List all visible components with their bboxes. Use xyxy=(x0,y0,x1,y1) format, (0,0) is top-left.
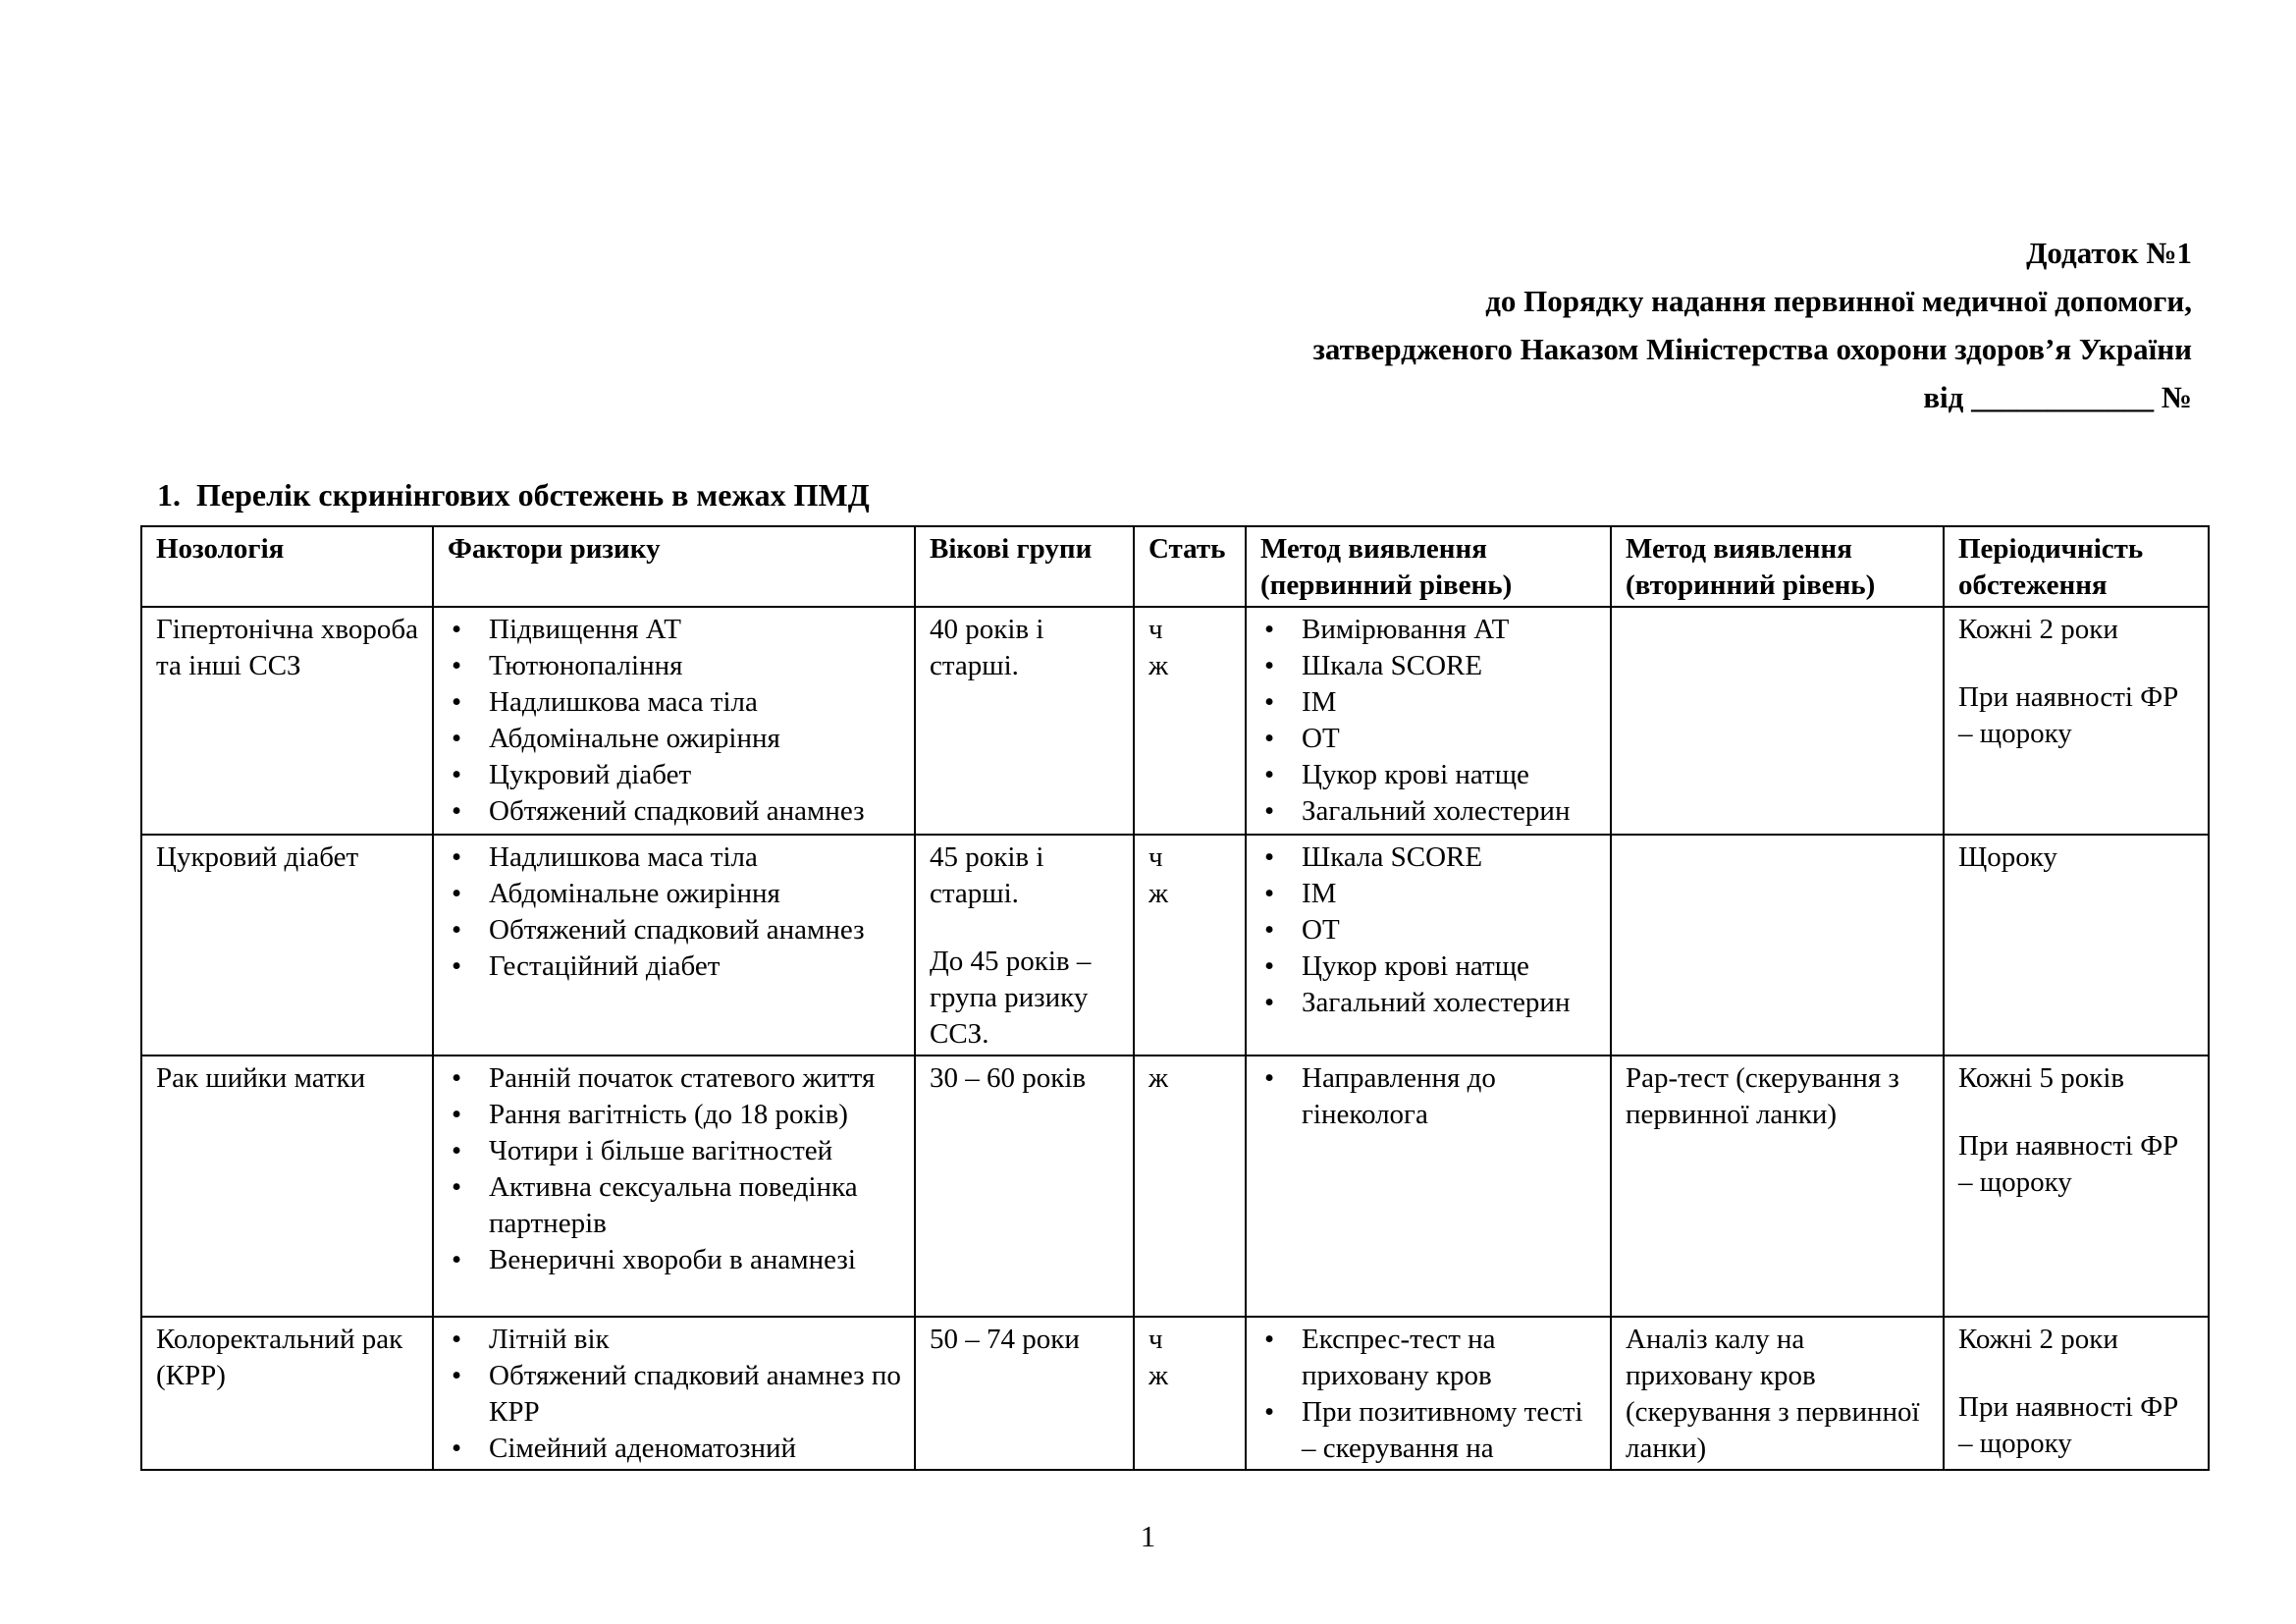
section-title: Перелік скринінгових обстежень в межах ПМД xyxy=(196,477,870,513)
cell-periodicity: Щороку xyxy=(1944,835,2209,1056)
cell-sex: ж xyxy=(1134,1056,1246,1317)
cell-age-groups: 50 – 74 роки xyxy=(915,1317,1134,1470)
list-item: • Цукор крові натще xyxy=(1260,757,1598,793)
cell-method-secondary xyxy=(1611,607,1944,835)
header-age-groups: Вікові групи xyxy=(915,526,1134,607)
list-item: • Загальний холестерин xyxy=(1260,985,1598,1021)
cell-method-primary xyxy=(1246,607,1611,835)
list-item: • Цукровий діабет xyxy=(448,757,902,793)
header-sex: Стать xyxy=(1134,526,1246,607)
cell-periodicity: Кожні 5 років При наявності ФР – щороку xyxy=(1944,1056,2209,1317)
table-row xyxy=(141,607,2209,835)
cell-method-primary xyxy=(1246,1317,1611,1470)
cell-sex: ч ж xyxy=(1134,1317,1246,1470)
list-item: • Ранній початок статевого життя xyxy=(448,1060,902,1097)
list-item: • ОТ xyxy=(1260,721,1598,757)
header-method-secondary: Метод виявлення (вторинний рівень) xyxy=(1611,526,1944,607)
list-item: • Загальний холестерин xyxy=(1260,793,1598,830)
page-number: 1 xyxy=(1140,1519,1156,1553)
cell-sex: ч ж xyxy=(1134,607,1246,835)
cell-method-primary xyxy=(1246,835,1611,1056)
cell-sex: ч ж xyxy=(1134,835,1246,1056)
list-item: • Венеричні хвороби в анамнезі xyxy=(448,1242,902,1278)
section-heading xyxy=(157,475,870,514)
header-method-primary: Метод виявлення (первинний рівень) xyxy=(1246,526,1611,607)
appendix-approval: затвердженого Наказом Міністерства охорони здоров’я України xyxy=(1312,332,2192,366)
list-item: • Шкала SCORE xyxy=(1260,648,1598,684)
list-item: • Абдомінальне ожиріння xyxy=(448,721,902,757)
list-item: • ІМ xyxy=(1260,684,1598,721)
cell-age-groups: 30 – 60 років xyxy=(915,1056,1134,1317)
header-periodicity: Періодичність обстеження xyxy=(1944,526,2209,607)
list-item: • ОТ xyxy=(1260,912,1598,948)
cell-nosology: Колоректальний рак (КРР) xyxy=(141,1317,433,1470)
list-item: • Обтяжений спадковий анамнез xyxy=(448,912,902,948)
cell-method-secondary: Pap-тест (скерування з первинної ланки) xyxy=(1611,1056,1944,1317)
screening-table xyxy=(140,525,2210,1471)
list-item: • Шкала SCORE xyxy=(1260,839,1598,876)
cell-nosology: Рак шийки матки xyxy=(141,1056,433,1317)
list-item: • Вимірювання АТ xyxy=(1260,612,1598,648)
cell-nosology: Цукровий діабет xyxy=(141,835,433,1056)
appendix-header xyxy=(1312,229,2192,421)
header-risk-factors: Фактори ризику xyxy=(433,526,915,607)
cell-risk-factors xyxy=(433,1317,915,1470)
table-row xyxy=(141,835,2209,1056)
list-item: • Обтяжений спадковий анамнез xyxy=(448,793,902,830)
list-item: • Експрес-тест на приховану кров xyxy=(1260,1322,1598,1394)
cell-method-secondary xyxy=(1611,835,1944,1056)
cell-risk-factors xyxy=(433,1056,915,1317)
cell-nosology: Гіпертонічна хвороба та інші ССЗ xyxy=(141,607,433,835)
list-item: • Надлишкова маса тіла xyxy=(448,839,902,876)
list-item: • Тютюнопаління xyxy=(448,648,902,684)
list-item: • ІМ xyxy=(1260,876,1598,912)
cell-method-primary xyxy=(1246,1056,1611,1317)
list-item: • Літній вік xyxy=(448,1322,902,1358)
list-item: • Надлишкова маса тіла xyxy=(448,684,902,721)
appendix-reference: до Порядку надання первинної медичної допомоги, xyxy=(1485,284,2192,318)
cell-periodicity: Кожні 2 роки При наявності ФР – щороку xyxy=(1944,1317,2209,1470)
appendix-title: Додаток №1 xyxy=(2026,236,2192,270)
list-item: • Абдомінальне ожиріння xyxy=(448,876,902,912)
list-item: • Сімейний аденоматозний xyxy=(448,1431,902,1467)
table-header-row xyxy=(141,526,2209,607)
list-item: • Направлення до гінеколога xyxy=(1260,1060,1598,1133)
list-item: • Цукор крові натще xyxy=(1260,948,1598,985)
table-row xyxy=(141,1317,2209,1470)
cell-method-secondary: Аналіз калу на приховану кров (скерування з первинної ланки) xyxy=(1611,1317,1944,1470)
table-row xyxy=(141,1056,2209,1317)
list-item: • Чотири і більше вагітностей xyxy=(448,1133,902,1169)
section-number: 1. xyxy=(157,477,181,513)
list-item: • Рання вагітність (до 18 років) xyxy=(448,1097,902,1133)
appendix-date-number: від ____________ № xyxy=(1923,380,2192,414)
header-nosology: Нозологія xyxy=(141,526,433,607)
list-item: • Гестаційний діабет xyxy=(448,948,902,985)
list-item: • Активна сексуальна поведінка партнерів xyxy=(448,1169,902,1242)
list-item: • Підвищення АТ xyxy=(448,612,902,648)
list-item: • При позитивному тесті – скерування на xyxy=(1260,1394,1598,1467)
cell-age-groups: 45 років і старші. До 45 років – група ризику ССЗ. xyxy=(915,835,1134,1056)
cell-risk-factors xyxy=(433,607,915,835)
cell-periodicity: Кожні 2 роки При наявності ФР – щороку xyxy=(1944,607,2209,835)
cell-risk-factors xyxy=(433,835,915,1056)
list-item: • Обтяжений спадковий анамнез по КРР xyxy=(448,1358,902,1431)
cell-age-groups: 40 років і старші. xyxy=(915,607,1134,835)
